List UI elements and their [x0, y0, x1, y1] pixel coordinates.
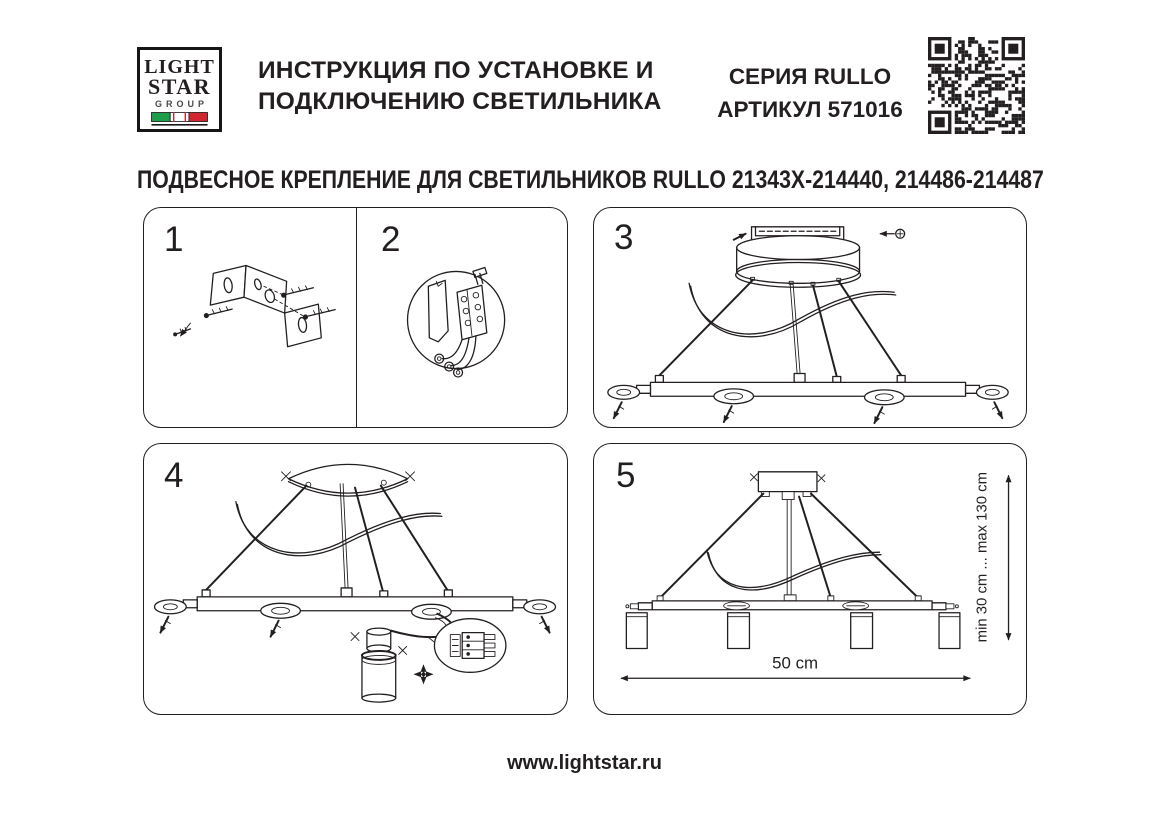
ceiling-canopy [736, 236, 861, 288]
article-label: АРТИКУЛ 571016 [717, 97, 903, 122]
screw-direction-icon [173, 323, 190, 336]
screw-cross-left [282, 472, 291, 481]
screw-cross-right [406, 472, 415, 481]
wire-3 [457, 336, 476, 370]
website-url: www.lightstar.ru [507, 752, 662, 774]
cylinder-shades [626, 613, 960, 649]
screw-cross-left [750, 474, 757, 481]
series-label: СЕРИЯ RULLO [728, 64, 892, 89]
holder-screws [614, 402, 1002, 423]
qr-code [928, 37, 1025, 134]
step-3-number: 3 [614, 218, 634, 257]
suspension-wires [206, 484, 447, 591]
fixture-bar [608, 373, 1008, 404]
screw-cross [399, 647, 407, 655]
panel-step-3 [593, 207, 1027, 428]
page-title-line-1: ИНСТРУКЦИЯ ПО УСТАНОВКЕ И [258, 57, 654, 84]
page-title [258, 55, 661, 117]
wire-1 [442, 340, 462, 359]
height-dimension-label: min 30 cm ... max 130 cm [974, 472, 991, 643]
power-cable [707, 550, 881, 590]
bracket-and-wiring-diagram [144, 208, 567, 427]
width-dimension-label: 50 cm [772, 653, 819, 673]
screw-cross-right [818, 475, 825, 482]
mounting-bracket [210, 265, 321, 346]
connector-detail-bubble [427, 619, 505, 673]
logo-word-light: LIGHT [144, 56, 215, 78]
height-dimension [975, 472, 1009, 642]
width-dimension [621, 653, 969, 678]
power-cable [236, 502, 442, 556]
step-4-number: 4 [164, 456, 184, 495]
series-article-block [688, 60, 932, 126]
step-5-number: 5 [616, 456, 636, 495]
lightstar-logo [137, 47, 222, 132]
mount-screw-icon [880, 229, 904, 238]
assembled-fixture-dimensions-diagram [594, 444, 1026, 714]
panel-step-4 [143, 443, 568, 715]
suspension-wires [660, 494, 918, 601]
panel-step-5 [593, 443, 1027, 715]
fixture-bar [154, 588, 555, 619]
italian-flag-icon [151, 112, 208, 127]
wire-cover-plate [428, 280, 448, 341]
logo-word-group: GROUP [154, 99, 208, 110]
step-2-number: 2 [381, 220, 401, 259]
suspension-hanging-diagram [594, 208, 1026, 427]
screw-direction-icon [415, 665, 433, 683]
fixture-bar [626, 595, 959, 610]
screw-left [204, 307, 232, 318]
screw-cross [351, 633, 359, 641]
wire-2 [451, 338, 469, 366]
cylinder-shade [362, 651, 396, 702]
page-title-line-2: ПОДКЛЮЧЕНИЮ СВЕТИЛЬНИКА [258, 88, 662, 115]
logo-word-star: STAR [147, 74, 212, 99]
subtitle-product-range: ПОДВЕСНОЕ КРЕПЛЕНИЕ ДЛЯ СВЕТИЛЬНИКОВ RULLO 21343X-214440, 214486-214487 [137, 166, 1044, 194]
wiring-detail [408, 267, 505, 377]
panel-steps-1-2 [143, 207, 568, 428]
step-1-number: 1 [164, 220, 184, 259]
shade-attachment-diagram [144, 444, 567, 714]
